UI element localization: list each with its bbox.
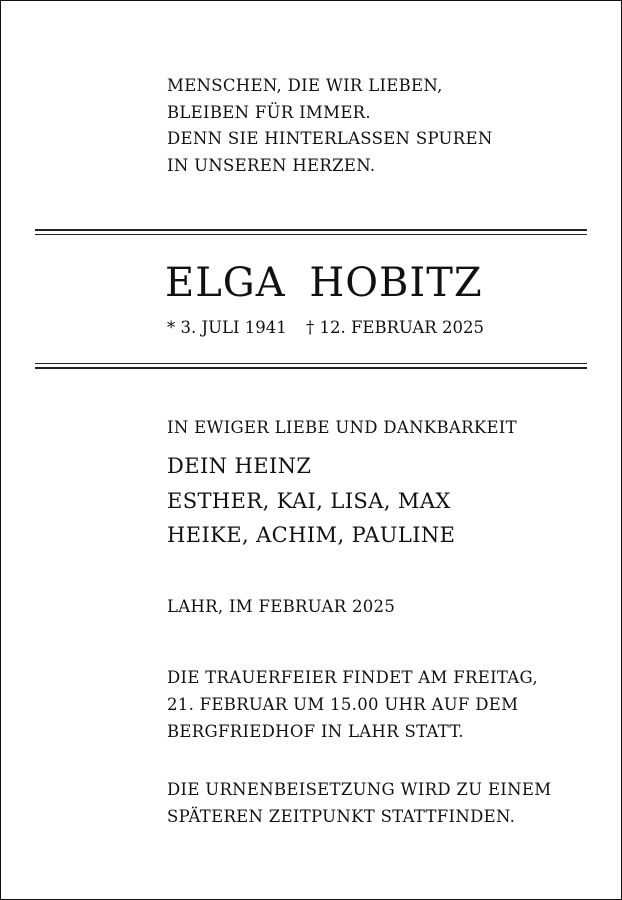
mourners-intro-text: IN EWIGER LIEBE UND DANKBARKEIT [167, 418, 517, 437]
urn-line: SPÄTEREN ZEITPUNKT STATTFINDEN. [167, 807, 516, 826]
mourner-name: DEIN HEINZ [167, 454, 312, 478]
top-divider-lower [35, 234, 587, 235]
life-dates [167, 316, 484, 340]
funeral-service-info [167, 664, 538, 745]
deceased-name [165, 258, 483, 308]
birth-date: 3. JULI 1941 [180, 318, 287, 337]
motto-line: BLEIBEN FÜR IMMER. [167, 102, 371, 122]
service-line: DIE TRAUERFEIER FINDET AM FREITAG, [167, 668, 538, 687]
place-date-text: LAHR, IM FEBRUAR 2025 [167, 597, 396, 616]
mourners-intro [167, 416, 517, 440]
mourner-name: HEIKE, ACHIM, PAULINE [167, 523, 456, 547]
deceased-last-name: HOBITZ [309, 260, 483, 306]
bottom-divider-upper [35, 363, 587, 364]
top-divider-upper [35, 229, 587, 231]
mourners-list [167, 449, 455, 553]
urn-burial-info [167, 776, 551, 830]
mourner-name: ESTHER, KAI, LISA, MAX [167, 488, 451, 513]
service-line: 21. FEBRUAR UM 15.00 UHR AUF DEM [167, 695, 519, 714]
motto-line: IN UNSEREN HERZEN. [167, 155, 376, 175]
birth-symbol: * [167, 318, 176, 337]
deceased-first-name: ELGA [165, 260, 286, 306]
motto-line: DENN SIE HINTERLASSEN SPUREN [167, 129, 493, 148]
motto-line: MENSCHEN, DIE WIR LIEBEN, [167, 76, 443, 95]
death-date: 12. FEBRUAR 2025 [319, 318, 484, 337]
urn-line: DIE URNENBEISETZUNG WIRD ZU EINEM [167, 780, 552, 799]
bottom-divider-lower [35, 367, 587, 369]
cross-icon: † [305, 318, 315, 337]
service-line: BERGFRIEDHOF IN LAHR STATT. [167, 722, 464, 741]
motto-verse [167, 73, 493, 179]
place-and-date [167, 593, 395, 620]
